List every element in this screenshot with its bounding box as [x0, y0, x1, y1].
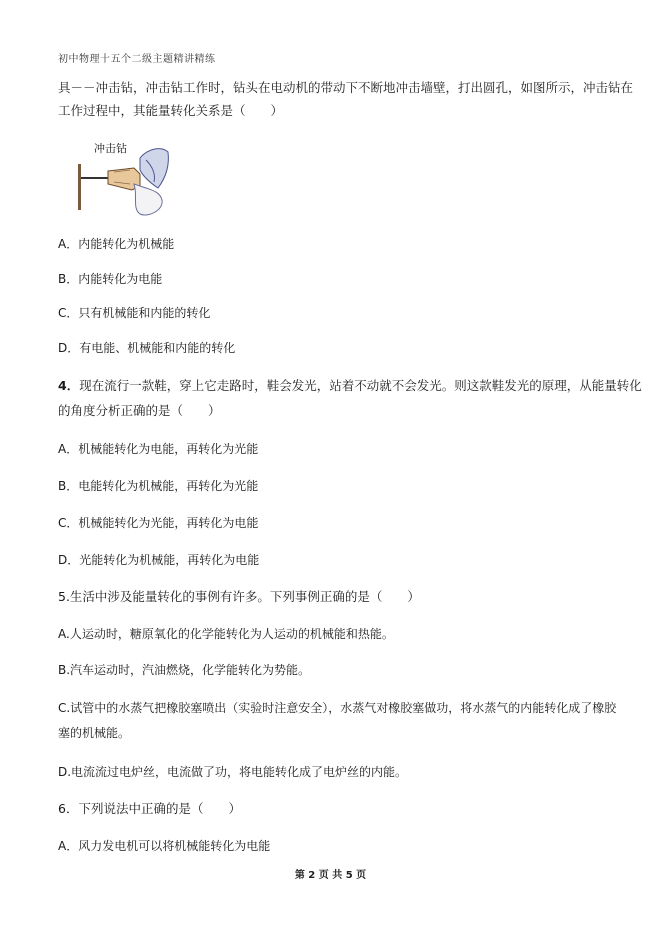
figure-label: 冲击钻	[94, 142, 127, 155]
q5-option-d: D.电流流过电炉丝，电流做了功，将电能转化成了电炉丝的内能。	[58, 765, 408, 779]
page-footer: 第 2 页 共 5 页	[294, 870, 367, 881]
impact-drill-figure	[74, 138, 174, 220]
q5-option-b: B.汽车运动时，汽油燃烧，化学能转化为势能。	[58, 663, 311, 677]
q3-option-b: B．内能转化为电能	[58, 272, 163, 286]
q3-stem-line2: 工作过程中，其能量转化关系是（ ）	[58, 103, 284, 118]
q4-stem-line2: 的角度分析正确的是（ ）	[58, 403, 221, 418]
hand-shape	[134, 184, 162, 215]
q4-option-a: A．机械能转化为电能，再转化为光能	[58, 442, 259, 456]
q5-stem: 5.生活中涉及能量转化的事例有许多。下列事例正确的是（ ）	[58, 589, 420, 604]
q4-stem-line1	[58, 378, 642, 394]
impact-drill-illustration	[74, 138, 174, 220]
q4-option-c: C．机械能转化为光能，再转化为电能	[58, 516, 259, 530]
wall-shape	[78, 164, 81, 210]
q4-stem-text: 现在流行一款鞋，穿上它走路时，鞋会发光，站着不动就不会发光。则这款鞋发光的原理，从能量转化	[79, 378, 642, 393]
q3-option-c: C．只有机械能和内能的转化	[58, 306, 211, 320]
q3-option-a: A．内能转化为机械能	[58, 237, 175, 251]
q4-option-d: D．光能转化为机械能，再转化为电能	[58, 553, 260, 567]
q6-option-a: A．风力发电机可以将机械能转化为电能	[58, 839, 271, 853]
q5-option-c-line2: 塞的机械能。	[58, 726, 131, 740]
q4-number: 4．	[58, 378, 80, 393]
q3-option-d: D．有电能、机械能和内能的转化	[58, 341, 236, 355]
q4-option-b: B．电能转化为机械能，再转化为光能	[58, 479, 259, 493]
q6-stem: 6．下列说法中正确的是（ ）	[58, 801, 241, 816]
arm-shape	[140, 149, 168, 188]
q3-stem-line1: 具－－冲击钻，冲击钻工作时，钻头在电动机的带动下不断地冲击墙壁，打出圆孔，如图所示，冲击钻在	[58, 80, 634, 95]
q5-option-a: A.人运动时，糖原氧化的化学能转化为人运动的机械能和热能。	[58, 627, 394, 641]
q5-option-c-line1: C.试管中的水蒸气把橡胶塞喷出（实验时注意安全），水蒸气对橡胶塞做功，将水蒸气的内能转化成了橡胶	[58, 701, 617, 715]
page-header: 初中物理十五个二级主题精讲精练	[58, 54, 216, 65]
